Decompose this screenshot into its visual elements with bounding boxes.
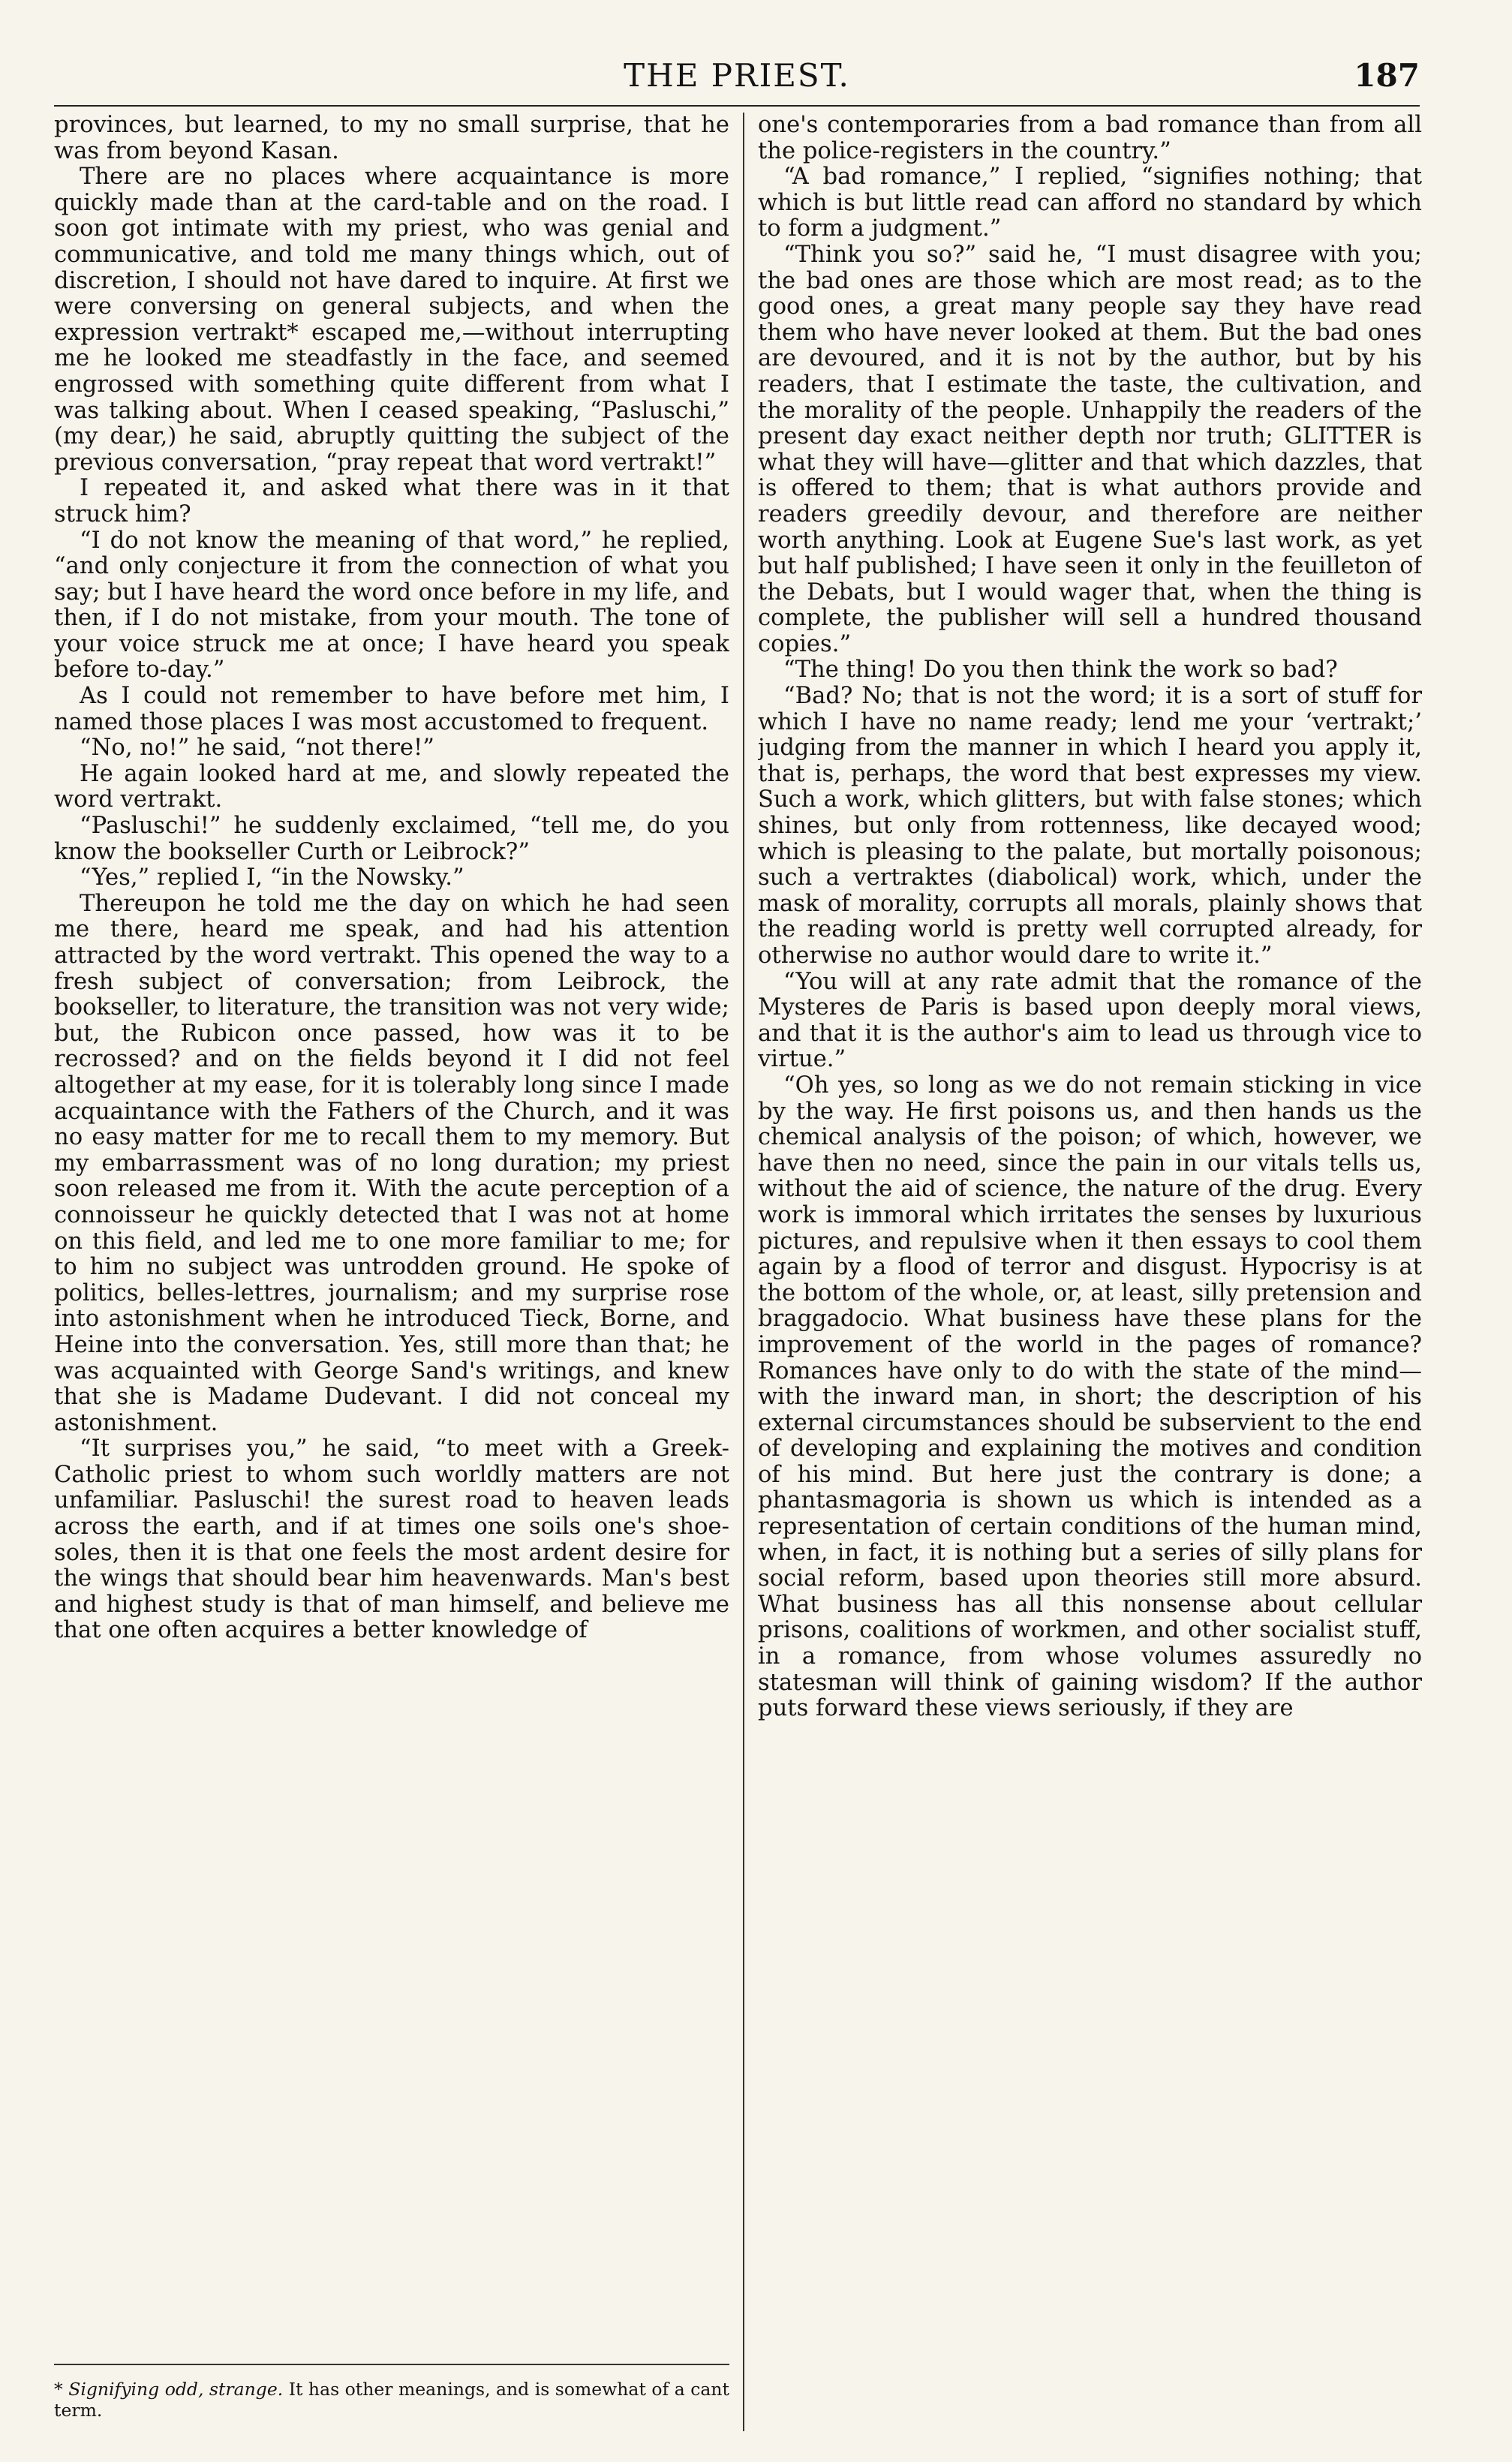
paragraph: “The thing! Do you then think the work so bad? <box>783 657 1338 684</box>
paragraph: As I could not remember to have before met him, I named those places I was most accustomed to frequent. <box>54 683 729 735</box>
footnote <box>54 2379 729 2421</box>
paragraph: one's contemporaries from a bad romance than from all the police-registers in the country.” <box>758 113 1422 164</box>
footnote-marker: * <box>54 2379 63 2400</box>
paragraph: “Bad? No; that is not the word; it is a sort of stuff for which I have no name ready; lend me your ‘vertrakt;’ judging from the manner in which I heard you apply it, that is, perhaps, the word that best expresses my view. Such a work, which glitters, but with false stones; which shines, but only from rottenness, like decayed wood; which is pleasing to the palate, but mortally poisonous; such a vertraktes (diabolical) work, which, under the mask of morality, corrupts all morals, plainly shows that the reading world is pretty well corrupted already, for otherwise no author would dare to write it.” <box>758 683 1422 969</box>
paragraph: There are no places where acquaintance is more quickly made than at the card-table and on the road. I soon got intimate with my priest, who was genial and communicative, and told me many things which, out of discretion, I should not have dared to inquire. At first we were conversing on general subjects, and when the expression vertrakt* escaped me,—without interrupting me he looked me steadfastly in the face, and seemed engrossed with something quite different from what I was talking about. When I ceased speaking, “Pasluschi,” (my dear,) he said, abruptly quitting the subject of the previous conversation, “pray repeat that word vertrakt!” <box>54 164 729 476</box>
left-column <box>54 113 729 2304</box>
page-number: 187 <box>1354 57 1420 94</box>
paragraph: “Pasluschi!” he suddenly exclaimed, “tell me, do you know the bookseller Curth or Leibrock?” <box>54 813 729 865</box>
paragraph: “Think you so?” said he, “I must disagree with you; the bad ones are those which are most read; as to the good ones, a great many people say they have read them who have never looked at them. But the bad ones are devoured, and it is not by the author, but by his readers, that I estimate the taste, the cultivation, and the morality of the people. Unhappily the readers of the present day exact neither depth nor truth; GLITTER is what they will have—glitter and that which dazzles, that is offered to them; that is what authors provide and readers greedily devour, and therefore are neither worth anything. Look at Eugene Sue's last work, as yet but half published; I have seen it only in the feuilleton of the Debats, but I would wager that, when the thing is complete, the publisher will sell a hundred thousand copies.” <box>758 241 1422 657</box>
header-rule <box>54 105 1420 107</box>
paragraph: “No, no!” he said, “not there!” <box>80 735 434 762</box>
paragraph: Thereupon he told me the day on which he had seen me there, heard me speak, and had his attention attracted by the word vertrakt. This opened the way to a fresh subject of conversation; from Leibrock, the bookseller, to literature, the transition was not very wide; but, the Rubicon once passed, how was it to be recrossed? and on the fields beyond it I did not feel altogether at my ease, for it is tolerably long since I made acquaintance with the Fathers of the Church, and it was no easy matter for me to recall them to my memory. But my embarrassment was of no long duration; my priest soon released me from it. With the acute perception of a connoisseur he quickly detected that I was not at home on this field, and led me to one more familiar to me; for to him no subject was untrodden ground. He spoke of politics, belles-lettres, journalism; and my surprise rose into astonishment when he introduced Tieck, Borne, and Heine into the conversation. Yes, still more than that; he was acquainted with George Sand's writings, and knew that she is Madame Dudevant. I did not conceal my astonishment. <box>54 890 729 1436</box>
paragraph: “I do not know the meaning of that word,” he replied, “and only conjecture it from the connection of what you say; but I have heard the word once before in my life, and then, if I do not mistake, from your mouth. The tone of your voice struck me at once; I have heard you speak before to-day.” <box>54 527 729 684</box>
paragraph: provinces, but learned, to my no small surprise, that he was from beyond Kasan. <box>54 113 729 164</box>
paragraph: “Yes,” replied I, “in the Nowsky.” <box>80 864 464 891</box>
paragraph: “It surprises you,” he said, “to meet with a Greek-Catholic priest to whom such worldly matters are not unfamiliar. Pasluschi! the surest road to heaven leads across the earth, and if at times one soils one's shoe-soles, then it is that one feels the most ardent desire for the wings that should bear him heavenwards. Man's best and highest study is that of man himself, and believe me that one often acquires a better knowledge of <box>54 1435 729 1644</box>
paragraph: “You will at any rate admit that the romance of the Mysteres de Paris is based upon deeply moral views, and that it is the author's aim to lead us through vice to virtue.” <box>758 968 1422 1073</box>
running-title: THE PRIEST. <box>624 57 850 94</box>
paragraph: “A bad romance,” I replied, “signifies nothing; that which is but little read can afford no standard by which to form a judgment.” <box>758 164 1422 242</box>
footnote-definition: Signifying odd, strange. <box>68 2379 284 2400</box>
footnote-text: It has other meanings, and is somewhat of a cant term. <box>54 2379 729 2421</box>
column-divider <box>743 113 744 2431</box>
right-column <box>758 113 1422 2439</box>
paragraph: He again looked hard at me, and slowly repeated the word vertrakt. <box>54 760 729 813</box>
footnote-rule <box>54 2364 729 2365</box>
paragraph: I repeated it, and asked what there was in it that struck him? <box>54 475 729 528</box>
running-header <box>54 54 1420 99</box>
paragraph: “Oh yes, so long as we do not remain sticking in vice by the way. He first poisons us, and then hands us the chemical analysis of the poison; of which, however, we have then no need, since the pain in our vitals tells us, without the aid of science, the nature of the drug. Every work is immoral which irritates the senses by luxurious pictures, and repulsive when it then essays to cool them again by a flood of terror and disgust. Hypocrisy is at the bottom of the whole, or, at least, silly pretension and braggadocio. What business have these plans for the improvement of the world in the pages of romance? Romances have only to do with the state of the mind—with the inward man, in short; the description of his external circumstances should be subservient to the end of developing and explaining the motives and condition of his mind. But here just the contrary is done; a phantasmagoria is shown us which is intended as a representation of certain conditions of the human mind, when, in fact, it is nothing but a series of silly plans for social reform, based upon theories still more absurd. What business has all this nonsense about cellular prisons, coalitions of workmen, and other socialist stuff, in a romance, from whose volumes assuredly no statesman will think of gaining wisdom? If the author puts forward these views seriously, if they are <box>758 1072 1422 1722</box>
